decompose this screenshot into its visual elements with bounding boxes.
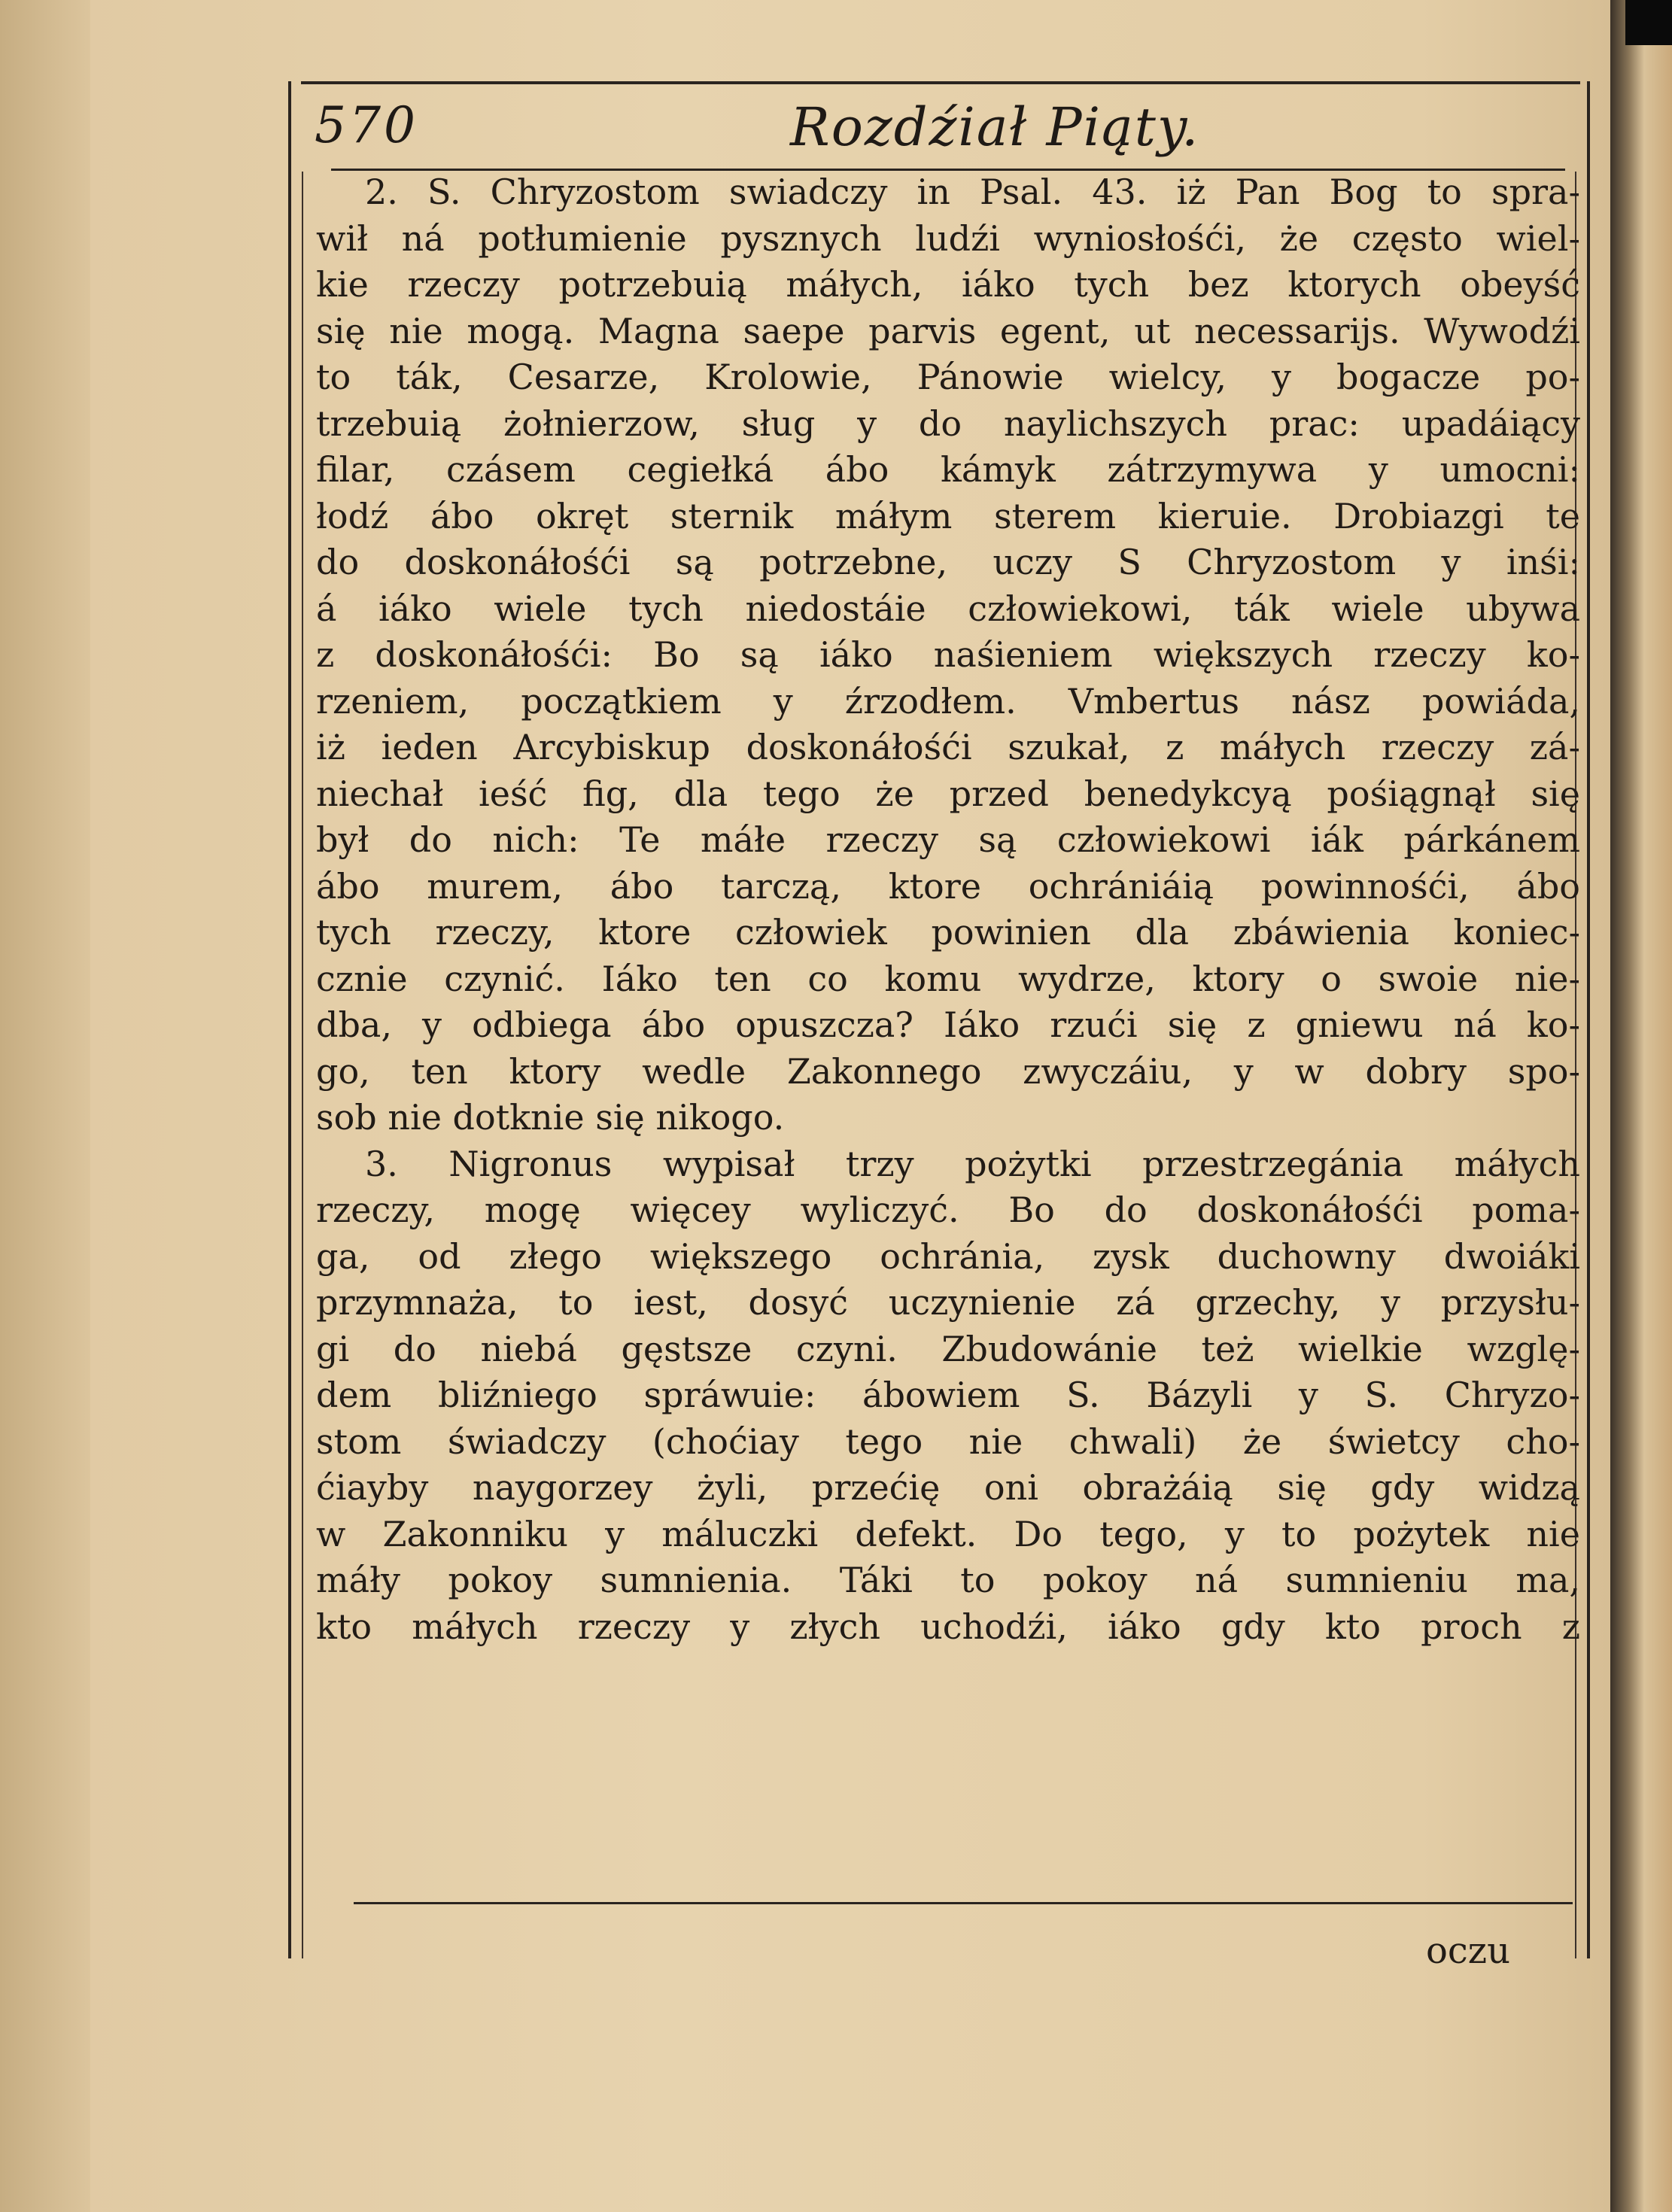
text-line: to ták, Cesarze, Krolowie, Pánowie wielcy, y bogacze po- bbox=[316, 357, 1580, 397]
text-line: był do nich: Te máłe rzeczy są człowiekowi iák párkánem bbox=[316, 819, 1580, 860]
text-line: łodź ábo okręt sternik máłym sterem kieruie. Drobiazgi te bbox=[316, 495, 1580, 536]
text-line: kto máłych rzeczy y złych uchodźi, iáko gdy kto proch z bbox=[316, 1606, 1580, 1647]
text-line: go, ten ktory wedle Zakonnego zwyczáiu, y w dobry spo- bbox=[316, 1050, 1580, 1092]
text-line: się nie mogą. Magna saepe parvis egent, ut necessarijs. Wywodźi bbox=[316, 310, 1580, 351]
text-line: niechał ieść fig, dla tego że przed benedykcyą pośiągnął się bbox=[316, 773, 1580, 814]
page-number: 570 bbox=[315, 96, 418, 154]
text-line: trzebuią żołnierzow, sług y do naylichszych prac: upadáiący bbox=[316, 403, 1580, 444]
text-line: stom świadczy (choćiay tego nie chwali) że świetcy cho- bbox=[316, 1420, 1580, 1462]
book-spine bbox=[1610, 0, 1672, 2212]
left-margin bbox=[0, 0, 90, 2212]
text-line: rzeniem, początkiem y źrzodłem. Vmbertus nász powiáda, bbox=[316, 680, 1580, 722]
scan-edge bbox=[1625, 0, 1672, 45]
text-line: do doskonáłośći są potrzebne, uczy S Chryzostom y inśi: bbox=[316, 542, 1580, 582]
text-line: kie rzeczy potrzebuią máłych, iáko tych bez ktorych obeyść bbox=[316, 264, 1580, 305]
text-line: ábo murem, ábo tarczą, ktore ochrániáią powinnośći, ábo bbox=[316, 865, 1580, 907]
text-line: dem bliźniego spráwuie: ábowiem S. Bázyli y S. Chryzo- bbox=[316, 1375, 1580, 1415]
body-text bbox=[316, 169, 1580, 1650]
catchword: oczu bbox=[1426, 1930, 1510, 1972]
text-line: ćiayby naygorzey żyli, przećię oni obrażáią się gdy widzą bbox=[316, 1467, 1580, 1508]
text-line: rzeczy, mogę więcey wyliczyć. Bo do doskonáłośći poma- bbox=[316, 1190, 1580, 1230]
text-line: iż ieden Arcybiskup doskonáłośći szukał, z máłych rzeczy zá- bbox=[316, 727, 1580, 767]
bottom-rule bbox=[354, 1902, 1573, 1904]
text-line: 2. S. Chryzostom swiadczy in Psal. 43. iż Pan Bog to spra- bbox=[365, 172, 1580, 212]
text-line: tych rzeczy, ktore człowiek powinien dla zbáwienia koniec- bbox=[316, 912, 1580, 953]
text-line: ga, od złego większego ochránia, zysk duchowny dwoiáki bbox=[316, 1235, 1580, 1277]
text-line: w Zakonniku y máluczki defekt. Do tego, y to pożytek nie bbox=[316, 1513, 1580, 1554]
header-rule-top bbox=[301, 81, 1580, 84]
text-line: filar, czásem cegiełká ábo kámyk zátrzymywa y umocni: bbox=[316, 449, 1580, 490]
text-line: 3. Nigronus wypisał trzy pożytki przestrzegánia máłych bbox=[365, 1143, 1580, 1184]
text-line: gi do niebá gęstsze czyni. Zbudowánie też wielkie wzglę- bbox=[316, 1328, 1580, 1369]
text-line: sob nie dotknie się nikogo. bbox=[316, 1097, 785, 1138]
text-line: á iáko wiele tych niedostáie człowiekowi, ták wiele ubywa bbox=[316, 588, 1580, 629]
text-line: dba, y odbiega ábo opuszcza? Iáko rzući się z gniewu ná ko- bbox=[316, 1004, 1580, 1045]
text-line: z doskonáłośći: Bo są iáko naśieniem większych rzeczy ko- bbox=[316, 634, 1580, 675]
text-line: przymnaża, to iest, dosyć uczynienie zá grzechy, y przysłu- bbox=[316, 1282, 1580, 1323]
text-line: wił ná potłumienie pysznych ludźi wyniosłośći, że często wiel- bbox=[316, 217, 1580, 259]
text-line: cznie czynić. Iáko ten co komu wydrze, ktory o swoie nie- bbox=[316, 958, 1580, 999]
text-line: máły pokoy sumnienia. Táki to pokoy ná sumnieniu ma, bbox=[316, 1560, 1580, 1600]
running-head: Rozdźiał Piąty. bbox=[790, 96, 1200, 158]
